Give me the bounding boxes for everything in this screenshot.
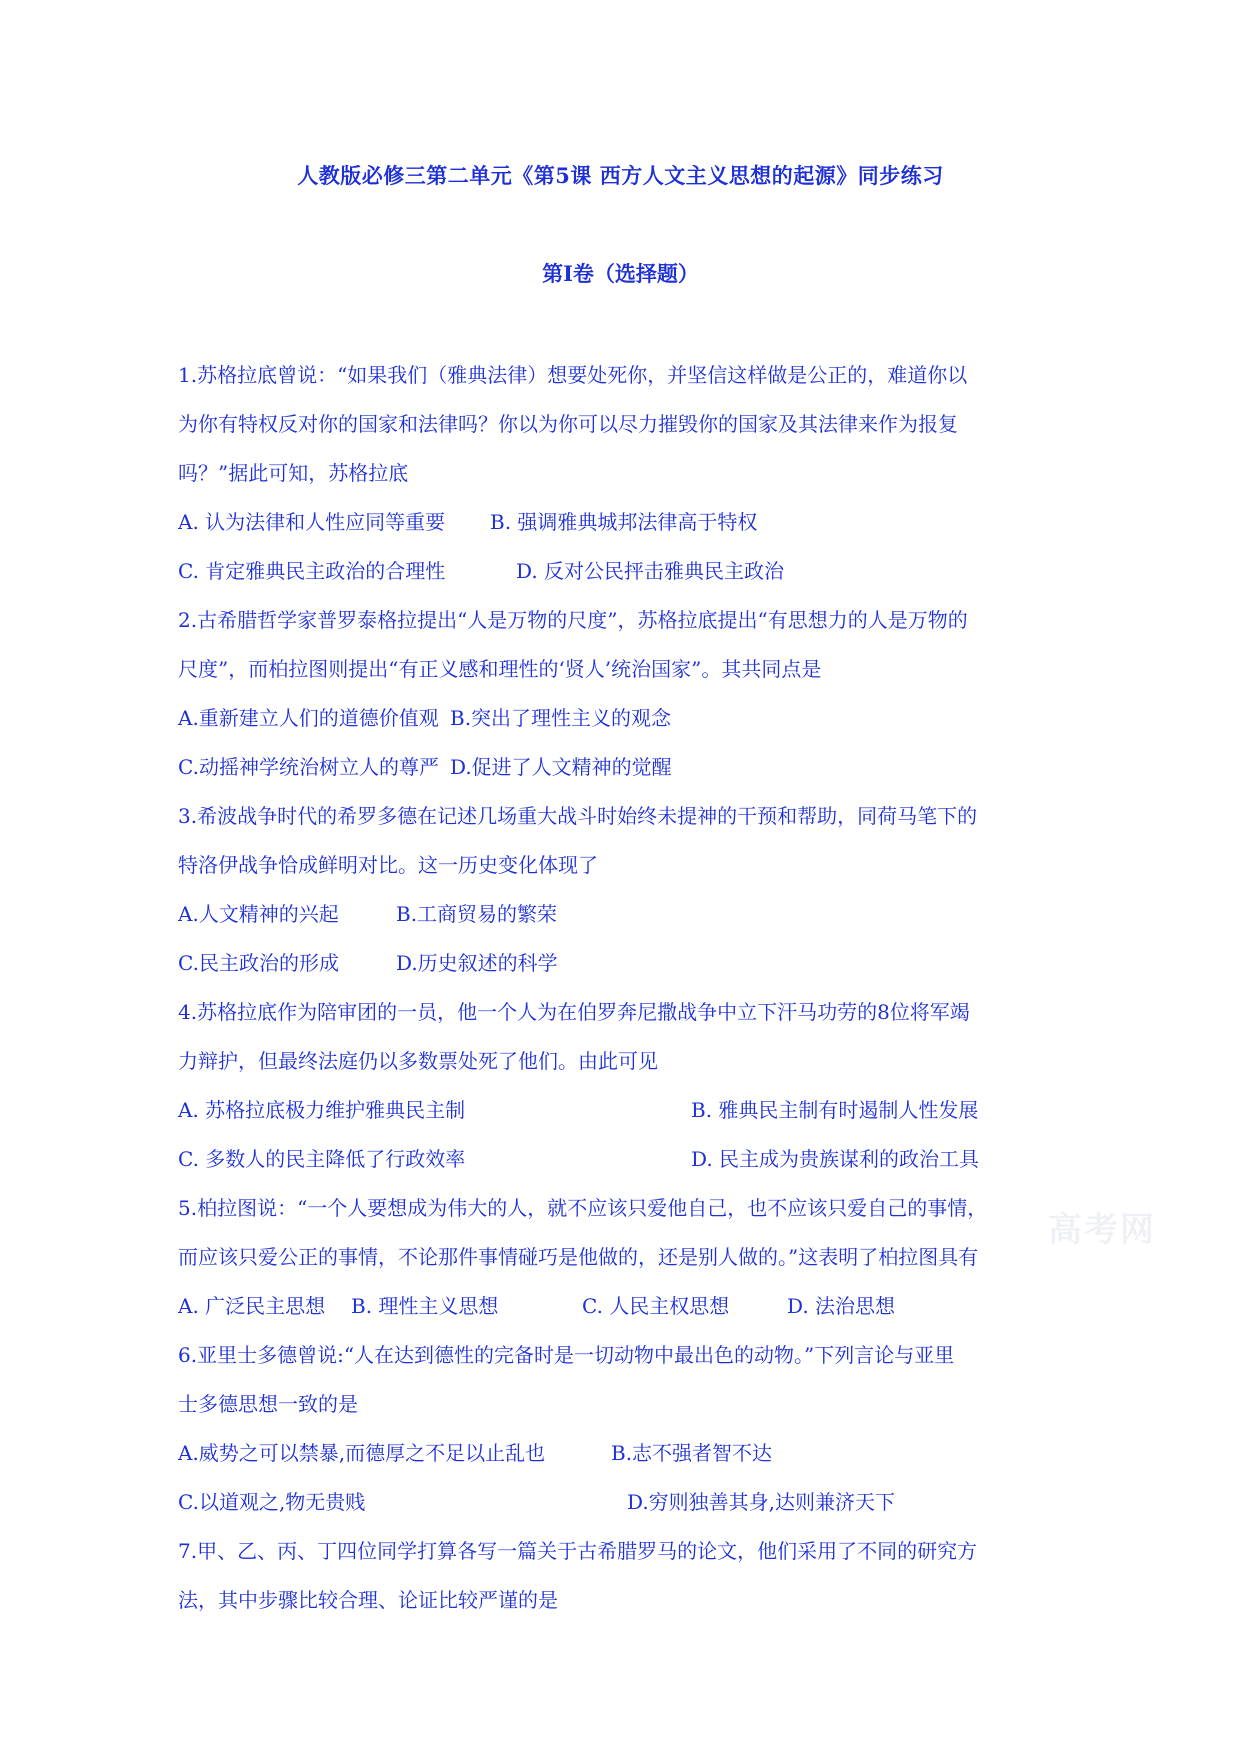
question-6-option-b[interactable]: B.志不强者智不达	[611, 1441, 773, 1465]
question-3-options-row-2	[178, 939, 1068, 988]
question-2-option-c[interactable]: C.动摇神学统治树立人的尊严	[178, 755, 439, 779]
question-5-stem-line-2: 而应该只爱公正的事情，不论那件事情碰巧是他做的，还是别人做的。”这表明了柏拉图具有	[178, 1245, 979, 1269]
question-7-stem-line-2: 法，其中步骤比较合理、论证比较严谨的是	[178, 1588, 558, 1612]
question-3-option-a[interactable]: A.人文精神的兴起	[178, 902, 339, 926]
question-3-option-d[interactable]: D.历史叙述的科学	[396, 951, 558, 975]
question-6-stem-line-2: 士多德思想一致的是	[178, 1392, 358, 1416]
question-5-option-b[interactable]: B. 理性主义思想	[351, 1294, 499, 1318]
question-7-stem-line-1: 7.甲、乙、丙、丁四位同学打算各写一篇关于古希腊罗马的论文，他们采用了不同的研究方	[178, 1539, 978, 1563]
question-5-stem-line-1: 5.柏拉图说：“一个人要想成为伟大的人，就不应该只爱他自己，也不应该只爱自己的事情，	[178, 1196, 988, 1220]
question-1-options-row-2	[178, 547, 1068, 596]
question-3-option-c[interactable]: C.民主政治的形成	[178, 951, 339, 975]
question-6-options-row-2	[178, 1478, 1068, 1527]
question-1-stem-line-3: 吗？”据此可知，苏格拉底	[178, 461, 409, 485]
question-6-option-a[interactable]: A.威势之可以禁暴,而德厚之不足以止乱也	[178, 1441, 546, 1465]
question-2-options-row-2	[178, 743, 1068, 792]
question-4-options-row-2	[178, 1135, 1068, 1184]
question-3-stem-line-2: 特洛伊战争恰成鲜明对比。这一历史变化体现了	[178, 853, 598, 877]
question-1-stem-line-2: 为你有特权反对你的国家和法律吗？你以为你可以尽力摧毁你的国家及其法律来作为报复	[178, 412, 958, 436]
question-6-option-c[interactable]: C.以道观之,物无贵贱	[178, 1490, 366, 1514]
question-6-option-d[interactable]: D.穷则独善其身,达则兼济天下	[627, 1490, 896, 1514]
question-5-option-a[interactable]: A. 广泛民主思想	[178, 1294, 326, 1318]
question-4-stem-line-1: 4.苏格拉底作为陪审团的一员，他一个人为在伯罗奔尼撒战争中立下汗马功劳的8位将军竭	[178, 1000, 970, 1024]
question-2-options-row-1	[178, 694, 1068, 743]
question-2-option-b[interactable]: B.突出了理性主义的观念	[450, 706, 672, 730]
question-3-option-b[interactable]: B.工商贸易的繁荣	[396, 902, 558, 926]
question-3-options-row-1	[178, 890, 1068, 939]
question-3-stem-line-1: 3.希波战争时代的希罗多德在记述几场重大战斗时始终未提神的干预和帮助，同荷马笔下的	[178, 804, 978, 828]
question-4-option-c[interactable]: C. 多数人的民主降低了行政效率	[178, 1147, 466, 1171]
question-2-stem-line-1: 2.古希腊哲学家普罗泰格拉提出“人是万物的尺度”，苏格拉底提出“有思想力的人是万物的	[178, 608, 968, 632]
watermark: 高考网	[1048, 1210, 1156, 1250]
question-4-option-d[interactable]: D. 民主成为贵族谋利的政治工具	[691, 1147, 980, 1171]
question-4-stem-line-2: 力辩护，但最终法庭仍以多数票处死了他们。由此可见	[178, 1049, 658, 1073]
question-5-options-row-1	[178, 1282, 1068, 1331]
question-1-option-c[interactable]: C. 肯定雅典民主政治的合理性	[178, 559, 446, 583]
question-1-option-a[interactable]: A. 认为法律和人性应同等重要	[178, 510, 446, 534]
question-1-option-d[interactable]: D. 反对公民抨击雅典民主政治	[516, 559, 785, 583]
document-title: 人教版必修三第二单元《第5课 西方人文主义思想的起源》同步练习	[297, 163, 944, 188]
question-5-option-c[interactable]: C. 人民主权思想	[582, 1294, 730, 1318]
question-2-stem-line-2: 尺度”，而柏拉图则提出“有正义感和理性的‘贤人’统治国家”。其共同点是	[178, 657, 822, 681]
question-2-option-d[interactable]: D.促进了人文精神的觉醒	[450, 755, 672, 779]
question-4-option-b[interactable]: B. 雅典民主制有时遏制人性发展	[691, 1098, 979, 1122]
question-4-options-row-1	[178, 1086, 1068, 1135]
question-6-options-row-1	[178, 1429, 1068, 1478]
question-5-option-d[interactable]: D. 法治思想	[787, 1294, 896, 1318]
question-1-stem-line-1: 1.苏格拉底曾说：“如果我们（雅典法律）想要处死你，并坚信这样做是公正的，难道你以	[178, 363, 968, 387]
question-4-option-a[interactable]: A. 苏格拉底极力维护雅典民主制	[178, 1098, 466, 1122]
question-1-options-row-1	[178, 498, 1068, 547]
question-list	[178, 351, 1068, 1625]
section-title: 第Ⅰ卷（选择题）	[542, 261, 699, 286]
question-1-option-b[interactable]: B. 强调雅典城邦法律高于特权	[490, 510, 758, 534]
question-6-stem-line-1: 6.亚里士多德曾说:“人在达到德性的完备时是一切动物中最出色的动物。”下列言论与亚里	[178, 1343, 955, 1367]
question-2-option-a[interactable]: A.重新建立人们的道德价值观	[178, 706, 439, 730]
